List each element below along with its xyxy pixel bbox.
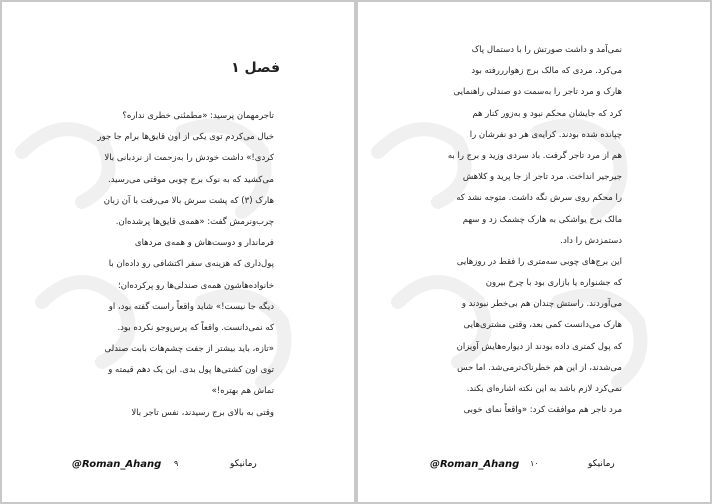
text-line: نمی‌کرد لازم باشد به این نکته اشاره‌ای بکند.: [466, 384, 622, 394]
chapter-title: فصل ۱: [231, 60, 280, 76]
text-line: می‌شدند، از این هم خطرناک‌ترمی‌شد. اما حس: [457, 362, 622, 373]
footer-book-title: رمانیکو: [230, 459, 257, 469]
text-line: توی اون کشتی‌ها پول بدی. این یک دهم قیمته و: [108, 365, 274, 376]
text-line: هارک و مرد تاجر را به‌سمت دو صندلی راهنمایی: [453, 87, 622, 98]
footer-handle: @Roman_Ahang: [430, 459, 520, 470]
text-line: مرد تاجر هم موافقت کرد: «واقعاً نمای خوبی: [463, 405, 622, 416]
page-left: [2, 2, 354, 502]
text-line: چپانده شده بودند. کرایه‌ی هر دو نفرشان را: [469, 129, 622, 140]
text-line: هم از مرد تاجر گرفت. باد سردی وزید و برج را به: [447, 150, 622, 161]
text-line: نمی‌آمد و داشت صورتش را با دستمال پاک: [471, 45, 622, 55]
text-line: دیگه جا نیست!» شاید واقعاً راست گفته بود، او: [108, 301, 274, 312]
text-line: هارک می‌دانست کمی بعد، وقتی مشتری‌هایی: [463, 320, 622, 331]
text-line: که پول کمتری داده بودند از دیواره‌هایش آویزان: [456, 341, 622, 352]
text-line: فرماندار و دوست‌هاش و همه‌ی مردهای: [134, 238, 274, 249]
text-line: می‌کشید که به نوک برج چوبی موقتی می‌رسید.: [108, 174, 274, 185]
text-line: دستمزدش را داد.: [560, 235, 622, 246]
text-line: تاجرمهمان پرسید: «مطمئنی خطری نداره؟: [122, 111, 274, 121]
text-line: را محکم روی سرش نگه داشت. متوجه نشد که: [456, 193, 622, 204]
body-text-left: [74, 106, 274, 424]
page-number: ۹: [174, 459, 179, 468]
text-line: چرب‌ونرمش گفت: «همه‌ی قایق‌ها پرشده‌ان.: [115, 216, 274, 227]
footer-book-title: رمانیکو: [588, 459, 615, 469]
text-line: پول‌داری که هزینه‌ی سفر اکتشافی رو داده‌ان با: [108, 259, 274, 270]
footer-handle: @Roman_Ahang: [72, 459, 162, 470]
text-line: که نمی‌دانست. واقعاً که پرس‌وجو نکرده بود.: [117, 322, 274, 333]
text-line: تماش هم بهتره!»: [211, 386, 274, 397]
body-text-right: [422, 40, 622, 421]
text-line: خیال می‌کردم توی یکی از اون قایق‌ها برام جا جور: [97, 132, 274, 143]
text-line: می‌آوردند. راستش چندان هم بی‌خطر نبودند و: [461, 299, 622, 310]
text-line: خانواده‌هاشون همه‌ی صندلی‌ها رو پرکرده‌ان؛: [118, 280, 274, 291]
text-line: هارک (۳) که پشت سرش بالا می‌رفت با آن زبان: [103, 195, 274, 206]
text-line: مالک برج یواشکی به هارک چشمک زد و سهم: [462, 214, 622, 225]
text-line: وقتی به بالای برج رسیدند، نفس تاجر بالا: [131, 407, 274, 418]
text-line: کردی!» داشت خودش را به‌زحمت از نردبانی بالا: [104, 153, 274, 164]
text-line: این برج‌های چوبی سه‌متری را فقط در روزهایی: [456, 256, 622, 267]
text-line: «تازه، باید بیشتر از جفت چشم‌هات بابت صندلی: [104, 344, 274, 355]
text-line: که جشنواره یا بازاری بود با چرخ بیرون: [485, 278, 622, 289]
text-line: می‌کرد. مردی که مالک برج زهوار‌ررفته بود: [471, 66, 622, 77]
page-right: [358, 2, 710, 502]
page-number: ۱۰: [530, 459, 539, 468]
text-line: جیرجیر انداخت. مرد تاجر از جا پرید و کلاهش: [462, 172, 622, 183]
text-line: کرد که جایشان محکم نبود و به‌زور کنار هم: [472, 108, 622, 119]
